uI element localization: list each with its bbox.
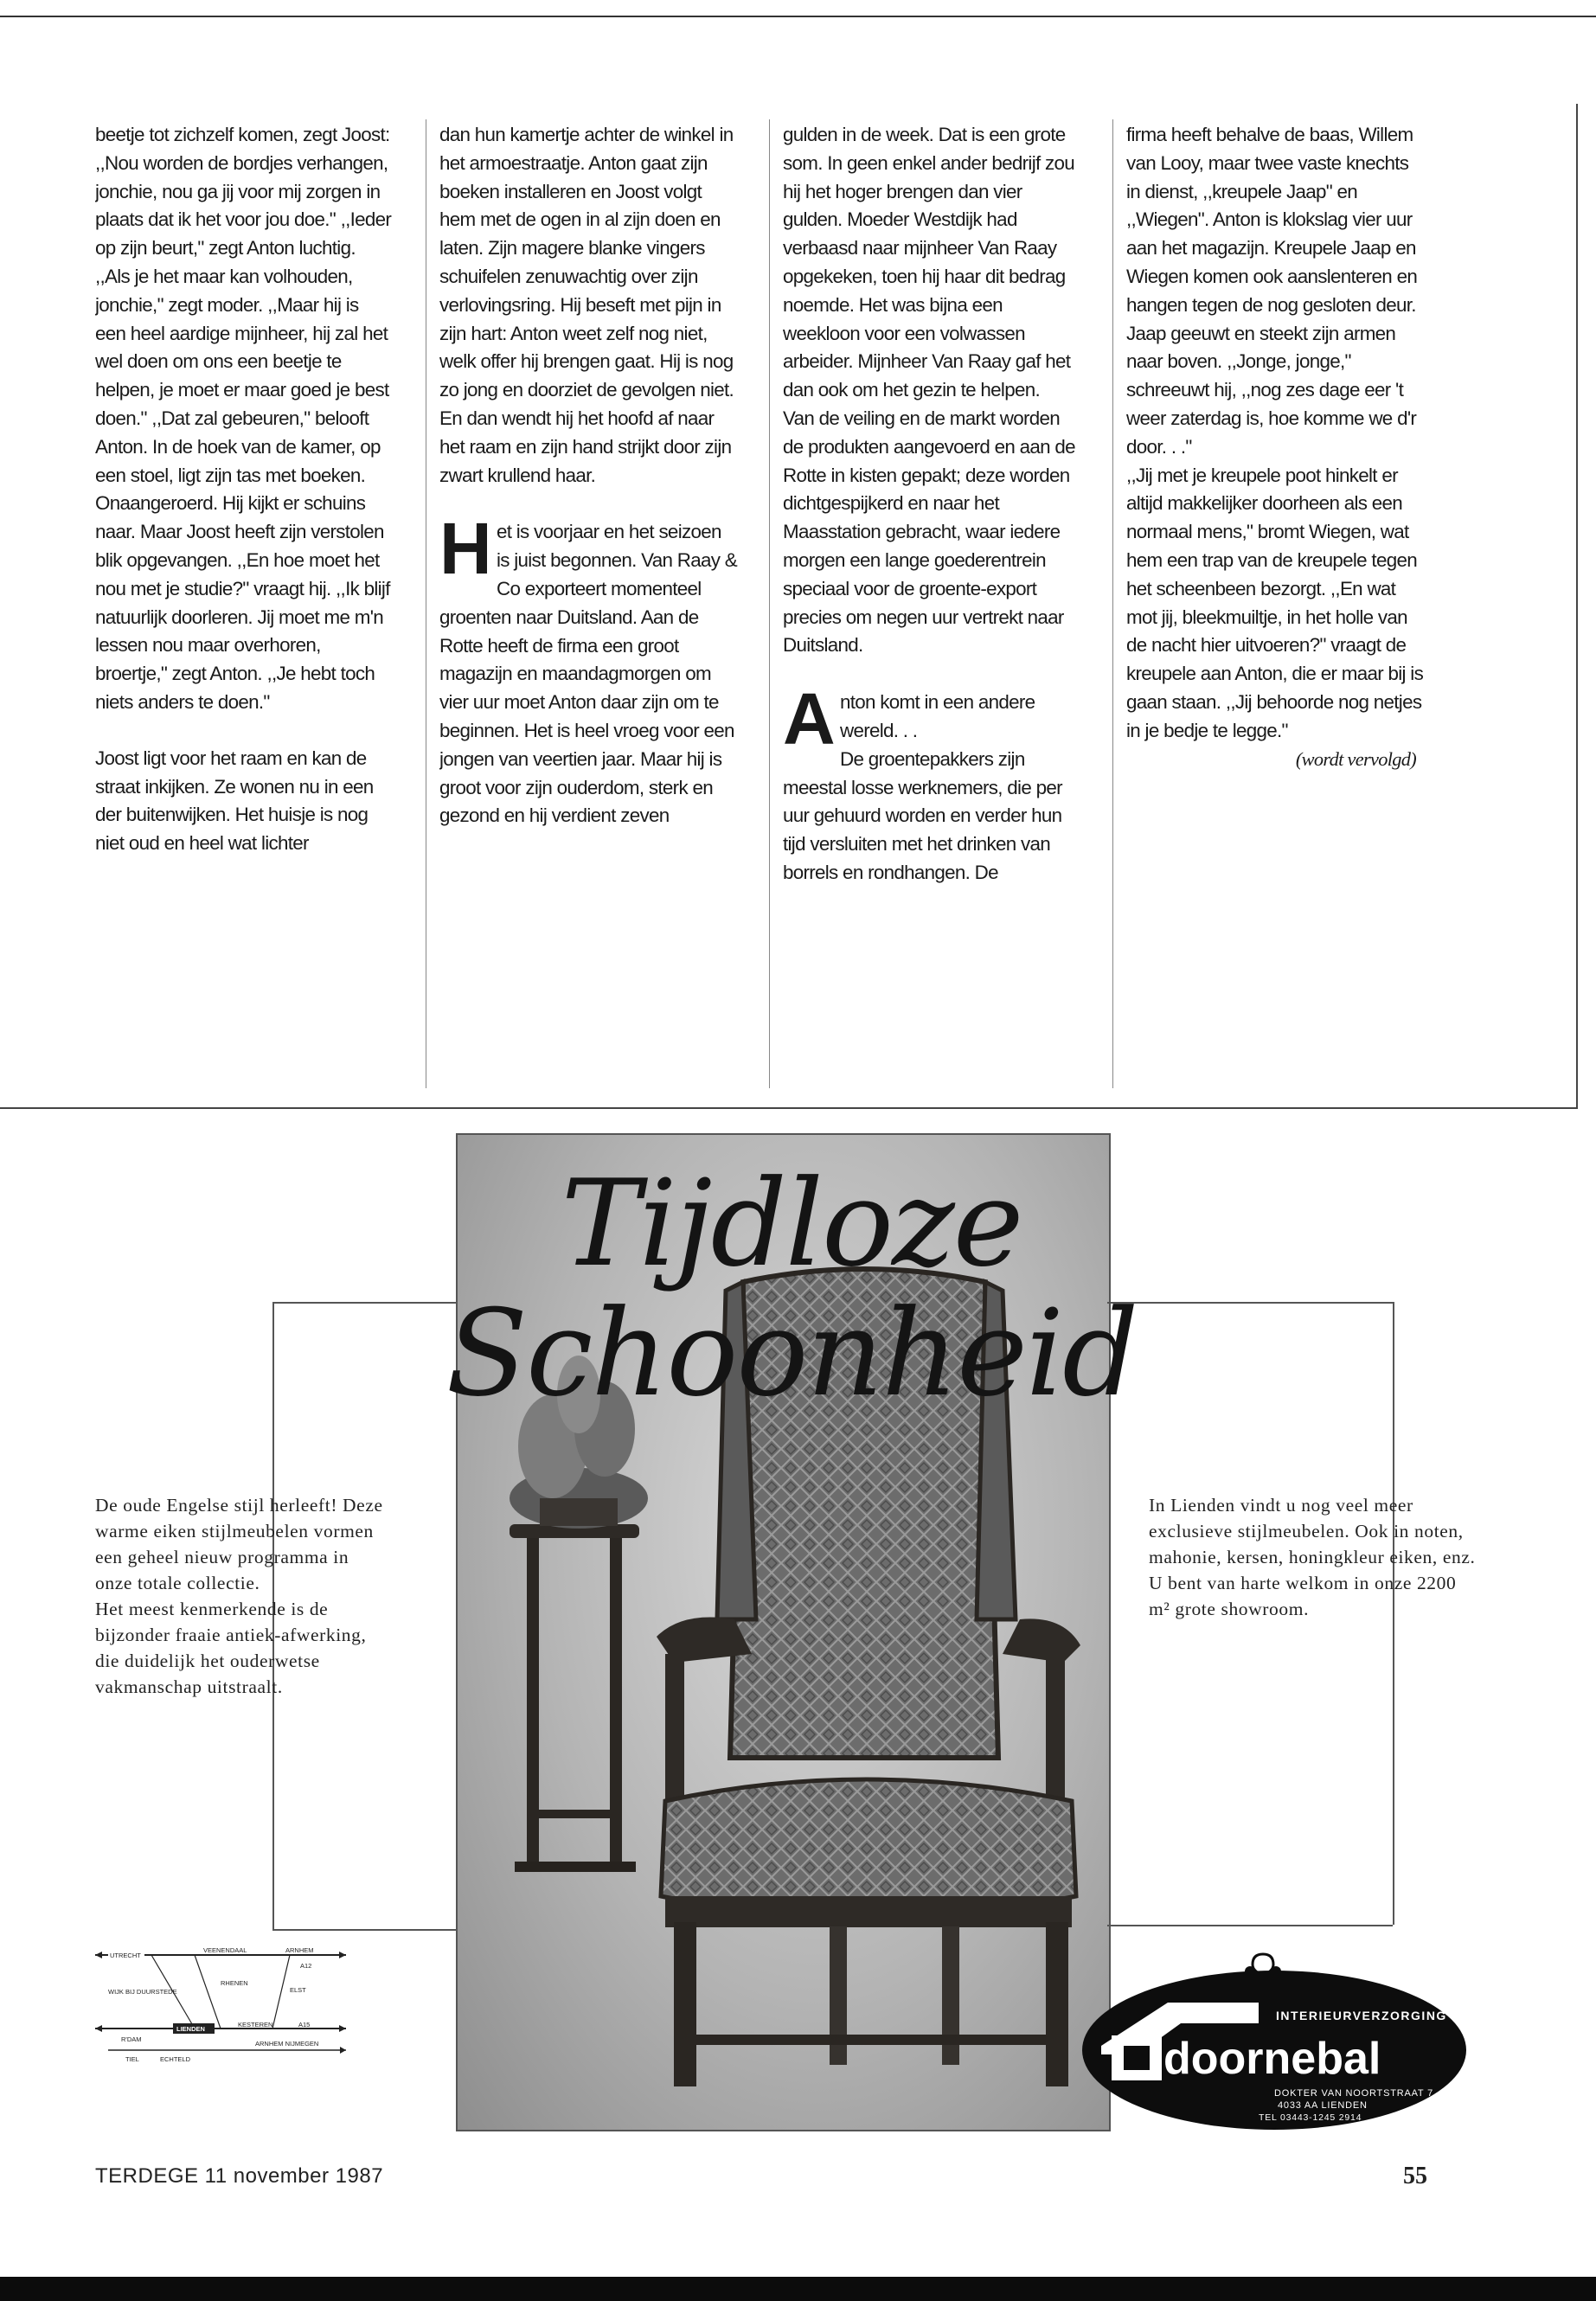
column-divider [1112, 119, 1113, 1088]
frame-line [272, 1302, 456, 1304]
paragraph: firma heeft behalve de baas, Willem van Looy, maar twee vaste knechts in dienst, ,,kreupele Jaap" en ,,Wiegen". Anton is klokslag vier uur aan het magazijn. Kreupele Jaap en Wiegen komen ook aanslenteren en hangen tegen de nog gesloten deur. [1126, 124, 1418, 316]
article-column-3 [783, 121, 1081, 1090]
ad-text-right: In Lienden vindt u nog veel meer exclusieve stijlmeubelen. Ook in noten, mahonie, kersen, honingkleur eiken, enz. U bent van harte welkom in onze 2200 m² grote showroom. [1149, 1495, 1476, 1619]
map-label: VEENENDAAL [203, 1946, 247, 1954]
map-label: ARNHEM NIJMEGEN [255, 2040, 319, 2048]
ad-title: Tijdloze Schoonheid [445, 1154, 1138, 1423]
bottom-bar [0, 2277, 1596, 2301]
article-column-1 [95, 121, 394, 1090]
paragraph: Het is voorjaar en het seizoen is juist begonnen. Van Raay & Co exporteert momenteel groenten naar Duitsland. Aan de Rotte heeft de firma een groot magazijn en maandagmorgen om vier uur moet Anton daar zijn om te beginnen. Het is heel vroeg voor een jongen van veertien jaar. Maar hij is groot voor zijn ouderdom, sterk en gezond en hij verdient zeven [439, 508, 737, 827]
paragraph: Van de veiling en de markt worden de produkten aangevoerd en aan de Rotte in kisten gepakt; deze worden dichtgespijkerd en naar het Maasstation gebracht, waar iedere morgen een lange goederentrein speciaal voor de groente-export precies om negen uur vertrekt naar Duitsland. [783, 407, 1075, 657]
map-label: A15 [298, 2021, 311, 2029]
frame-line [272, 1929, 456, 1931]
logo-tagline: INTERIEURVERZORGING [1276, 2009, 1447, 2022]
paragraph: beetje tot zichzelf komen, zegt Joost: ,,Nou worden de bordjes verhangen, jonchie, nou ga jij voor mij zorgen in plaats dat ik het voor jou doe." ,,Ieder op zijn beurt," zegt Anton luchtig. ,,Als je het maar kan volhouden, jonchie," zegt moder. ,,Maar hij is een heel aardige mijnheer, hij zal het wel doen om ons een beetje te helpen, je moet er maar goed je best doen." ,,Dat zal gebeuren," belooft Anton. In de hoek van de kamer, op een stoel, ligt zijn tas met boeken. Onaangeroerd. Hij kijkt er schuins naar. Maar Joost heeft zijn verstolen blik opgevangen. ,,En hoe moet het nou met je studie?" vraagt hij. ,,Ik blijf natuurlijk doorleren. Jij moet me m'n lessen nou maar overhoren, broertje," zegt Anton. ,,Je hebt toch niets anders te doen." [95, 124, 392, 713]
paragraph: gulden in de week. Dat is een grote som. In geen enkel ander bedrijf zou hij het hoger brengen dan vier gulden. Moeder Westdijk had verbaasd naar mijnheer Van Raay opgekeken, toen hij haar dit bedrag noemde. Het was bijna een weekloon voor een volwassen arbeider. Mijnheer Van Raay gaf het dan ook om het gezin te helpen. [783, 124, 1075, 401]
logo-street: DOKTER VAN NOORTSTRAAT 7 [1274, 2088, 1434, 2099]
map-label: KESTEREN [238, 2021, 273, 2029]
map-label-lienden: LIENDEN [176, 2025, 205, 2033]
logo-city: 4033 AA LIENDEN [1278, 2100, 1368, 2111]
page-number: 55 [1403, 2163, 1427, 2189]
road-map [91, 1942, 350, 2072]
map-label: TIEL [125, 2055, 139, 2063]
frame-line [1107, 1302, 1393, 1304]
map-label: RHENEN [221, 1979, 248, 1987]
logo-brand: doornebal [1163, 2034, 1381, 2084]
publication-footer: TERDEGE 11 november 1987 [95, 2164, 384, 2188]
article-column-2 [439, 121, 738, 1090]
paragraph: Anton komt in een andere wereld. . . [783, 678, 1035, 760]
to-be-continued: (wordt vervolgd) [1295, 747, 1416, 770]
map-label: R'DAM [121, 2035, 142, 2043]
top-rule [0, 16, 1596, 17]
doornebal-logo [1077, 1951, 1471, 2137]
map-label: UTRECHT [110, 1952, 141, 1959]
map-label: ELST [290, 1986, 306, 1994]
ad-text-left: De oude Engelse stijl herleeft! Deze warme eiken stijlmeubelen vormen een geheel nieuw programma in onze totale collectie. Het meest kenmerkende is de bijzonder fraaie antiek-afwerking, die duidelijk het ouderwetse vakmanschap uitstraalt. [95, 1495, 383, 1697]
article-column-4 [1126, 121, 1425, 1090]
map-label: A12 [300, 1962, 312, 1970]
drop-cap: A [783, 678, 835, 760]
paragraph: dan hun kamertje achter de winkel in het armoestraatje. Anton gaat zijn boeken installeren en Joost volgt hem met de ogen in al zijn doen en laten. Zijn magere blanke vingers schuifelen zenuwachtig over zijn verlovingsring. Hij beseft met pijn in zijn hart: Anton weet zelf nog niet, welk offer hij brengen gaat. Hij is nog zo jong en doorziet de gevolgen niet. En dan wendt hij het hoofd af naar het raam en zijn hand strijkt door zijn zwart krullend haar. [439, 124, 734, 486]
paragraph: ,,Jij met je kreupele poot hinkelt er altijd makkelijker doorheen als een normaal mens," bromt Wiegen, wat hem een trap van de kreupele tegen het scheenbeen bezorgt. ,,En wat mot jij, bleekmuiltje, in het holle van de nacht hier uitvoeren?" vraagt de kreupele aan Anton, die er maar bij is gaan staan. ,,Jij behoorde nog netjes in je bedje te legge." [1126, 464, 1424, 741]
map-label: WIJK BIJ DUURSTEDE [108, 1988, 177, 1996]
column-divider [769, 119, 770, 1088]
map-label: ARNHEM [285, 1946, 314, 1954]
paragraph: De groentepakkers zijn meestal losse werknemers, die per uur gehuurd worden en verder hun tijd versluiten met het drinken van borrels en rondhangen. De [783, 747, 1062, 883]
paragraph: Jaap geeuwt en steekt zijn armen naar boven. ,,Jonge, jonge," schreeuwt hij, ,,nog zes dage eer 't weer zaterdag is, hoe komme we d'r door. . ." [1126, 322, 1417, 458]
paragraph: Joost ligt voor het raam en kan de straat inkijken. Ze wonen nu in een der buitenwijken. Het huisje is nog niet oud en heel wat lichter [95, 747, 374, 855]
map-label: ECHTELD [160, 2055, 191, 2063]
frame-line [1107, 1925, 1393, 1926]
logo-phone: TEL 03443-1245 2914 [1259, 2112, 1362, 2123]
drop-cap: H [439, 508, 491, 590]
